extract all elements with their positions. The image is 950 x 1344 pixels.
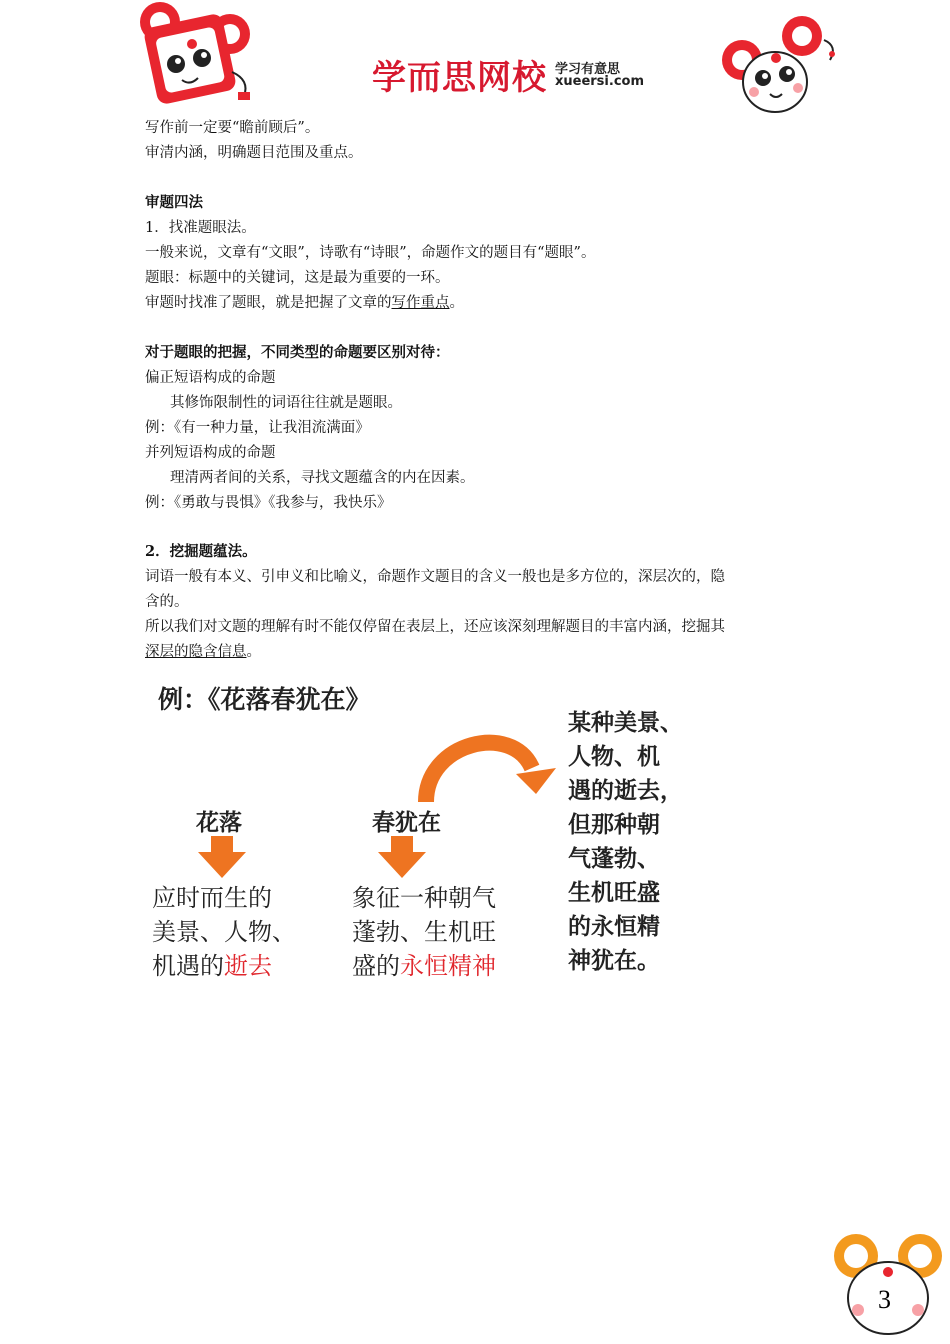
text-line: 例：《勇敢与畏惧》《我参与，我快乐》: [145, 495, 392, 511]
text-line: 所以我们对文题的理解有时不能仅停留在表层上，还应该深刻理解题目的丰富内涵，挖掘其: [145, 619, 725, 635]
underlined-text: 写作重点: [391, 295, 450, 311]
page-number: 3: [878, 1285, 891, 1314]
text-line: [152, 949, 296, 983]
highlight-text: 逝去: [224, 952, 272, 980]
text-line: 题眼：标题中的关键词，这是最为重要的一环。: [145, 270, 450, 286]
mascot-right-icon: [720, 10, 850, 120]
figure-mid-label: 春犹在: [372, 810, 441, 836]
text-line: 审清内涵，明确题目范围及重点。: [145, 145, 363, 161]
down-arrow-icon: [378, 836, 426, 878]
text-line: 应时而生的: [152, 884, 272, 912]
text-line: 美景、人物、: [152, 918, 296, 946]
text-line: [145, 293, 464, 313]
text-line: 的永恒精: [568, 914, 660, 940]
figure-title: 例：《花落春犹在》: [158, 685, 371, 714]
text-span: 机遇的: [152, 952, 224, 980]
text-line: 生机旺盛: [568, 880, 660, 906]
highlight-text: 永恒精神: [400, 952, 496, 980]
text-line: 偏正短语构成的命题: [145, 370, 276, 386]
section-heading: 对于题眼的把握，不同类型的命题要区别对待：: [145, 344, 450, 361]
underlined-text: 深层的隐含信息: [145, 644, 247, 660]
text-span: 盛的: [352, 952, 400, 980]
brand-logo-text: 学而思网校: [372, 58, 547, 98]
figure-mid-text: [352, 881, 496, 983]
text-span: 审题时找准了题眼，就是把握了文章的: [145, 295, 392, 311]
mascot-footer-icon: [828, 1226, 948, 1340]
text-line: 某种美景、: [568, 710, 683, 736]
text-span: 。: [246, 644, 261, 660]
text-line: 遇的逝去，: [568, 778, 683, 804]
down-arrow-icon: [198, 836, 246, 878]
figure-left-label: 花落: [196, 810, 242, 836]
curved-arrow-icon: [412, 728, 560, 806]
text-line: [352, 949, 496, 983]
text-line: 神犹在。: [568, 948, 660, 974]
brand-tagline: 学习有意思: [555, 62, 621, 77]
text-line: 并列短语构成的命题: [145, 445, 276, 461]
text-line: 一般来说，文章有“文眼”，诗歌有“诗眼”，命题作文的题目有“题眼”。: [145, 245, 596, 261]
text-line: 例：《有一种力量，让我泪流满面》: [145, 420, 370, 436]
section-heading: 2．挖掘题蕴法。: [145, 543, 257, 560]
text-line: 但那种朝: [568, 812, 660, 838]
text-line: 含的。: [145, 594, 189, 610]
mascot-left-icon: [132, 0, 262, 110]
text-line: 词语一般有本义、引申义和比喻义，命题作文题目的含义一般也是多方位的，深层次的，隐: [145, 569, 725, 585]
text-line: 其修饰限制性的词语往往就是题眼。: [170, 395, 402, 411]
brand-url: xueersi.com: [555, 74, 645, 89]
text-line: 气蓬勃、: [568, 846, 660, 872]
text-line: 象征一种朝气: [352, 884, 496, 912]
text-line: [145, 642, 261, 662]
text-line: 人物、机: [568, 744, 660, 770]
text-line: 蓬勃、生机旺: [352, 918, 496, 946]
text-line: 理清两者间的关系，寻找文题蕴含的内在因素。: [170, 470, 475, 486]
figure-right-text: [568, 706, 683, 978]
text-line: 写作前一定要“瞻前顾后”。: [145, 120, 320, 136]
section-heading: 审题四法: [145, 194, 203, 211]
figure-left-text: [152, 881, 296, 983]
text-line: 1．找准题眼法。: [145, 220, 256, 236]
text-span: 。: [449, 295, 464, 311]
